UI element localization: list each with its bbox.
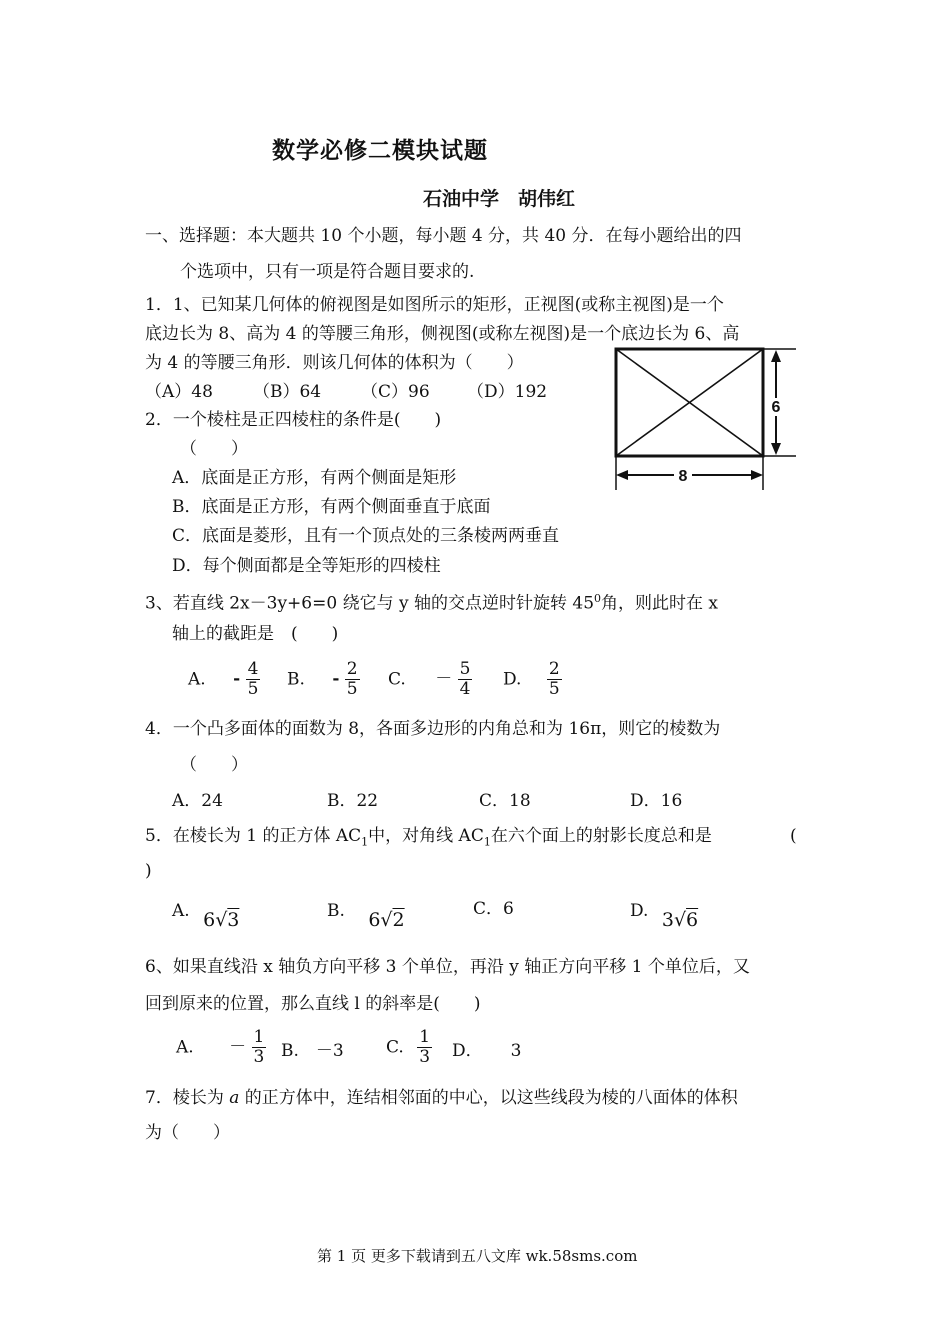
q1-option-d: （D）192 [467,382,548,402]
q4-option-c: C．18 [479,791,531,811]
q3-line2: 轴上的截距是 ( ) [172,624,339,644]
q3-option-b: B. - $\frac{2}{5}$ [287,659,358,699]
q5-option-c: C．6 [473,899,514,919]
page-title: 数学必修二模块试题 [272,137,488,164]
width-arrow-left-icon [616,470,628,480]
q5-line1: 5．在棱长为 1 的正方体 $AC_1$中，对角线 $AC_1$在六个面上的射影长度总和是 [145,826,712,849]
q1-top-view-figure [606,340,796,495]
q6-option-a: A. － $\frac{1}{3}$ [176,1027,265,1067]
height-label: 6 [771,399,781,416]
q1-option-a: （A）48 [145,382,213,402]
q5-option-b: B. 6√2 [327,901,405,931]
height-arrow-down-icon [771,443,781,455]
q3-line1: 3、若直线 2x－3y+6=0 绕它与 y 轴的交点逆时针旋转 $45^0$角，则此时在 x [145,592,719,614]
q6-option-b: B. －3 [281,1041,344,1061]
q6-option-c: C. $\frac{1}{3}$ [386,1027,431,1067]
q2-line2: （ ） [180,439,248,459]
q1-line2: 底边长为 8、高为 4 的等腰三角形，侧视图(或称左视图)是一个底边长为 6、高 [145,324,740,344]
q6-line1: 6、如果直线沿 x 轴负方向平移 3 个单位，再沿 y 轴正方向平移 1 个单位后，又 [145,957,750,977]
section-instructions-line2: 个选项中，只有一项是符合题目要求的. [180,262,475,282]
q1-line3: 为 4 的等腰三角形．则该几何体的体积为（ ） [145,353,524,373]
q7-line1: 7．棱长为 a 的正方体中，连结相邻面的中心，以这些线段为棱的八面体的体积 [145,1088,738,1108]
q3-option-d: D. $\frac{2}{5}$ [503,659,560,699]
q2-option-c: C．底面是菱形，且有一个顶点处的三条棱两两垂直 [172,526,560,546]
q4-option-b: B．22 [327,791,379,811]
q6-line2: 回到原来的位置，那么直线 l 的斜率是( ) [145,994,481,1014]
q1-option-b: （B）64 [253,382,322,402]
q2-line1: 2．一个棱柱是正四棱柱的条件是( ) [145,410,442,430]
q2-option-b: B．底面是正方形，有两个侧面垂直于底面 [172,497,491,517]
q4-option-d: D．16 [630,791,683,811]
q4-line2: （ ） [180,755,248,775]
q5-line2: ) [145,861,152,881]
width-label: 8 [678,468,688,485]
height-arrow-up-icon [771,350,781,362]
q6-option-d: D． 3 [452,1041,522,1061]
author-line: 石油中学 胡伟红 [423,188,576,210]
width-arrow-right-icon [751,470,763,480]
q1-line1: 1．1、已知某几何体的俯视图是如图所示的矩形，正视图(或称主视图)是一个 [145,295,724,315]
page-footer: 第 1 页 更多下载请到五八文库 wk.58sms.com [317,1247,638,1265]
q3-option-a: A. - $\frac{4}{5}$ [188,659,259,699]
q3-option-c: C. － $\frac{5}{4}$ [388,659,471,699]
q5-option-d: D. 3√6 [630,901,699,931]
q4-option-a: A．24 [172,791,223,811]
section-instructions-line1: 一、选择题：本大题共 10 个小题，每小题 4 分，共 40 分．在每小题给出的四 [145,226,742,246]
q1-option-c: （C）96 [361,382,430,402]
q4-line1: 4．一个凸多面体的面数为 8，各面多边形的内角总和为 16π，则它的棱数为 [145,719,721,739]
q5-paren-open: ( [790,826,797,846]
q7-line2: 为（ ） [145,1123,230,1143]
q2-option-d: D．每个侧面都是全等矩形的四棱柱 [172,556,441,576]
q5-option-a: A. 6√3 [172,901,240,931]
q2-option-a: A．底面是正方形，有两个侧面是矩形 [172,468,457,488]
